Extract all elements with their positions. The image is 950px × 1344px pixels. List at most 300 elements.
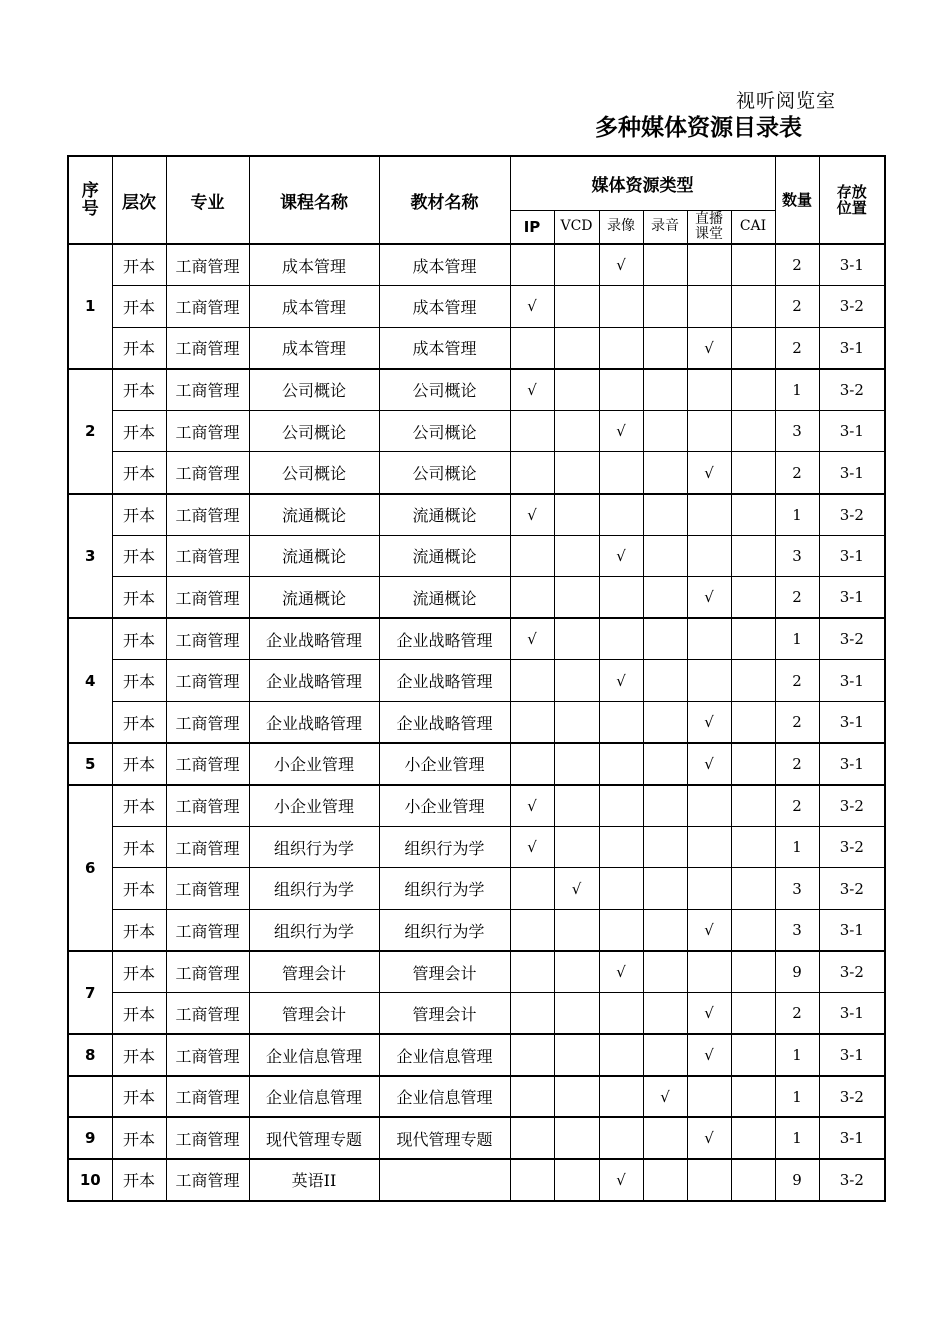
cell-media-5: [731, 244, 775, 286]
cell-media-1: [554, 1034, 599, 1076]
cell-textbook: 企业战略管理: [379, 618, 510, 660]
cell-major: 工商管理: [166, 286, 249, 328]
cell-location: 3-1: [819, 910, 885, 952]
cell-level: 开本: [112, 452, 166, 494]
cell-media-2: [599, 743, 643, 785]
cell-quantity: 2: [775, 577, 819, 619]
cell-quantity: 1: [775, 1076, 819, 1118]
cell-major: 工商管理: [166, 993, 249, 1035]
header-major: 专业: [166, 156, 249, 244]
cell-major: 工商管理: [166, 494, 249, 536]
cell-level: 开本: [112, 785, 166, 827]
cell-level: 开本: [112, 868, 166, 910]
cell-media-5: [731, 535, 775, 577]
cell-media-2: √: [599, 1159, 643, 1201]
cell-quantity: 9: [775, 1159, 819, 1201]
cell-course: 小企业管理: [249, 785, 379, 827]
table-row: [68, 410, 885, 452]
cell-location: 3-1: [819, 410, 885, 452]
cell-major: 工商管理: [166, 826, 249, 868]
cell-quantity: 2: [775, 286, 819, 328]
cell-media-0: √: [510, 286, 554, 328]
table-row: [68, 1034, 885, 1076]
cell-location: 3-1: [819, 577, 885, 619]
cell-textbook: 流通概论: [379, 577, 510, 619]
cell-level: 开本: [112, 327, 166, 369]
cell-textbook: 公司概论: [379, 410, 510, 452]
header-media-group: 媒体资源类型: [510, 156, 775, 210]
cell-media-1: [554, 910, 599, 952]
cell-textbook: 企业信息管理: [379, 1034, 510, 1076]
cell-media-5: [731, 410, 775, 452]
cell-level: 开本: [112, 910, 166, 952]
cell-media-2: √: [599, 410, 643, 452]
header-textbook: 教材名称: [379, 156, 510, 244]
cell-media-1: √: [554, 868, 599, 910]
cell-level: 开本: [112, 410, 166, 452]
cell-media-5: [731, 452, 775, 494]
table-row: [68, 369, 885, 411]
cell-major: 工商管理: [166, 452, 249, 494]
cell-seq: 7: [68, 951, 112, 1034]
cell-media-4: [687, 868, 731, 910]
table-row: [68, 1117, 885, 1159]
cell-quantity: 1: [775, 826, 819, 868]
cell-media-3: [643, 535, 687, 577]
cell-textbook: 现代管理专题: [379, 1117, 510, 1159]
cell-media-1: [554, 993, 599, 1035]
cell-media-2: √: [599, 244, 643, 286]
cell-media-5: [731, 1117, 775, 1159]
cell-course: 组织行为学: [249, 826, 379, 868]
header-media-ip: IP: [510, 210, 554, 244]
cell-location: 3-1: [819, 702, 885, 744]
cell-level: 开本: [112, 660, 166, 702]
cell-media-0: [510, 910, 554, 952]
cell-quantity: 3: [775, 868, 819, 910]
cell-major: 工商管理: [166, 1117, 249, 1159]
cell-level: 开本: [112, 1034, 166, 1076]
cell-media-0: [510, 244, 554, 286]
cell-media-4: √: [687, 702, 731, 744]
table-row: [68, 1159, 885, 1201]
cell-course: 公司概论: [249, 369, 379, 411]
cell-media-2: [599, 993, 643, 1035]
cell-course: 流通概论: [249, 577, 379, 619]
cell-media-4: [687, 660, 731, 702]
cell-media-5: [731, 369, 775, 411]
cell-media-1: [554, 618, 599, 660]
cell-media-0: [510, 702, 554, 744]
cell-media-3: [643, 1117, 687, 1159]
cell-textbook: 公司概论: [379, 452, 510, 494]
cell-seq: [68, 1076, 112, 1118]
cell-course: 成本管理: [249, 244, 379, 286]
cell-media-0: √: [510, 618, 554, 660]
cell-media-1: [554, 494, 599, 536]
table-row: [68, 286, 885, 328]
header-media-audio: 录音: [643, 210, 687, 244]
cell-major: 工商管理: [166, 535, 249, 577]
cell-textbook: 企业战略管理: [379, 702, 510, 744]
cell-media-3: [643, 1034, 687, 1076]
cell-media-1: [554, 327, 599, 369]
cell-media-3: [643, 327, 687, 369]
cell-location: 3-1: [819, 327, 885, 369]
cell-major: 工商管理: [166, 369, 249, 411]
header-level: 层次: [112, 156, 166, 244]
cell-textbook: 流通概论: [379, 535, 510, 577]
cell-media-5: [731, 826, 775, 868]
cell-media-3: [643, 951, 687, 993]
cell-media-1: [554, 951, 599, 993]
table-row: [68, 743, 885, 785]
cell-media-4: √: [687, 743, 731, 785]
cell-quantity: 2: [775, 244, 819, 286]
table-row: [68, 785, 885, 827]
cell-level: 开本: [112, 369, 166, 411]
cell-media-5: [731, 1159, 775, 1201]
cell-level: 开本: [112, 494, 166, 536]
header-quantity: 数量: [775, 156, 819, 244]
cell-major: 工商管理: [166, 1076, 249, 1118]
cell-quantity: 2: [775, 660, 819, 702]
cell-location: 3-2: [819, 1076, 885, 1118]
cell-course: 组织行为学: [249, 868, 379, 910]
cell-course: 组织行为学: [249, 910, 379, 952]
header-location: 存放 位置: [819, 156, 885, 244]
cell-major: 工商管理: [166, 951, 249, 993]
cell-media-0: [510, 1159, 554, 1201]
cell-media-3: [643, 910, 687, 952]
cell-seq: 6: [68, 785, 112, 951]
cell-media-5: [731, 951, 775, 993]
cell-media-5: [731, 577, 775, 619]
cell-level: 开本: [112, 743, 166, 785]
cell-location: 3-1: [819, 660, 885, 702]
cell-course: 企业信息管理: [249, 1076, 379, 1118]
cell-media-5: [731, 868, 775, 910]
cell-media-0: [510, 535, 554, 577]
cell-media-3: √: [643, 1076, 687, 1118]
cell-media-5: [731, 910, 775, 952]
cell-media-1: [554, 1076, 599, 1118]
cell-location: 3-1: [819, 993, 885, 1035]
media-catalog-table: [67, 155, 886, 1202]
cell-location: 3-1: [819, 1034, 885, 1076]
header-media-live: 直播 课堂: [687, 210, 731, 244]
cell-level: 开本: [112, 1159, 166, 1201]
cell-course: 企业战略管理: [249, 702, 379, 744]
cell-media-4: √: [687, 910, 731, 952]
cell-media-1: [554, 286, 599, 328]
cell-major: 工商管理: [166, 660, 249, 702]
cell-course: 公司概论: [249, 452, 379, 494]
cell-media-5: [731, 660, 775, 702]
cell-quantity: 2: [775, 702, 819, 744]
cell-media-3: [643, 826, 687, 868]
cell-media-2: [599, 1076, 643, 1118]
cell-media-3: [643, 369, 687, 411]
cell-media-4: √: [687, 577, 731, 619]
page-title: 多种媒体资源目录表: [595, 115, 802, 141]
cell-major: 工商管理: [166, 868, 249, 910]
table-row: [68, 1076, 885, 1118]
cell-course: 公司概论: [249, 410, 379, 452]
cell-media-1: [554, 1159, 599, 1201]
cell-media-3: [643, 410, 687, 452]
cell-major: 工商管理: [166, 702, 249, 744]
cell-quantity: 2: [775, 993, 819, 1035]
cell-level: 开本: [112, 826, 166, 868]
header-media-video: 录像: [599, 210, 643, 244]
cell-media-4: [687, 951, 731, 993]
cell-media-2: √: [599, 660, 643, 702]
cell-textbook: 小企业管理: [379, 785, 510, 827]
cell-media-4: [687, 785, 731, 827]
cell-media-3: [643, 244, 687, 286]
cell-media-4: [687, 1076, 731, 1118]
cell-media-2: [599, 1117, 643, 1159]
cell-media-1: [554, 743, 599, 785]
cell-media-5: [731, 993, 775, 1035]
cell-quantity: 2: [775, 785, 819, 827]
cell-media-5: [731, 286, 775, 328]
cell-media-2: [599, 910, 643, 952]
cell-media-1: [554, 577, 599, 619]
cell-level: 开本: [112, 1076, 166, 1118]
header-course: 课程名称: [249, 156, 379, 244]
cell-media-4: √: [687, 993, 731, 1035]
cell-seq: 5: [68, 743, 112, 785]
cell-media-2: [599, 826, 643, 868]
cell-media-2: [599, 618, 643, 660]
cell-course: 管理会计: [249, 951, 379, 993]
cell-media-5: [731, 785, 775, 827]
cell-location: 3-2: [819, 826, 885, 868]
cell-textbook: 组织行为学: [379, 826, 510, 868]
cell-quantity: 1: [775, 369, 819, 411]
cell-course: 成本管理: [249, 286, 379, 328]
cell-location: 3-1: [819, 535, 885, 577]
cell-textbook: [379, 1159, 510, 1201]
cell-media-0: [510, 993, 554, 1035]
cell-media-0: [510, 951, 554, 993]
table-row: [68, 452, 885, 494]
cell-quantity: 1: [775, 618, 819, 660]
cell-media-5: [731, 494, 775, 536]
cell-location: 3-2: [819, 1159, 885, 1201]
cell-media-4: [687, 1159, 731, 1201]
cell-media-0: [510, 743, 554, 785]
cell-course: 企业信息管理: [249, 1034, 379, 1076]
cell-media-1: [554, 244, 599, 286]
table-row: [68, 618, 885, 660]
cell-quantity: 1: [775, 1117, 819, 1159]
cell-textbook: 流通概论: [379, 494, 510, 536]
cell-level: 开本: [112, 702, 166, 744]
cell-course: 流通概论: [249, 535, 379, 577]
cell-location: 3-2: [819, 369, 885, 411]
cell-media-2: [599, 452, 643, 494]
cell-media-4: √: [687, 327, 731, 369]
cell-media-0: √: [510, 785, 554, 827]
cell-quantity: 3: [775, 910, 819, 952]
cell-course: 流通概论: [249, 494, 379, 536]
cell-media-2: [599, 494, 643, 536]
cell-seq: 4: [68, 618, 112, 743]
cell-media-0: √: [510, 369, 554, 411]
cell-media-0: [510, 327, 554, 369]
cell-media-4: √: [687, 1117, 731, 1159]
cell-media-2: [599, 868, 643, 910]
cell-media-4: [687, 535, 731, 577]
cell-textbook: 小企业管理: [379, 743, 510, 785]
cell-quantity: 1: [775, 1034, 819, 1076]
cell-media-0: √: [510, 826, 554, 868]
cell-major: 工商管理: [166, 577, 249, 619]
cell-quantity: 2: [775, 743, 819, 785]
cell-textbook: 组织行为学: [379, 868, 510, 910]
cell-media-5: [731, 743, 775, 785]
cell-media-2: [599, 327, 643, 369]
cell-media-3: [643, 1159, 687, 1201]
cell-media-4: [687, 286, 731, 328]
cell-course: 企业战略管理: [249, 660, 379, 702]
cell-textbook: 管理会计: [379, 993, 510, 1035]
cell-course: 成本管理: [249, 327, 379, 369]
cell-media-3: [643, 743, 687, 785]
cell-location: 3-2: [819, 286, 885, 328]
cell-media-2: [599, 286, 643, 328]
cell-location: 3-2: [819, 868, 885, 910]
cell-media-4: √: [687, 1034, 731, 1076]
table-row: [68, 535, 885, 577]
cell-media-3: [643, 286, 687, 328]
cell-major: 工商管理: [166, 244, 249, 286]
cell-media-1: [554, 410, 599, 452]
cell-textbook: 成本管理: [379, 244, 510, 286]
cell-seq: 1: [68, 244, 112, 369]
header-seq: 序 号: [68, 156, 112, 244]
table-row: [68, 910, 885, 952]
cell-media-1: [554, 535, 599, 577]
cell-media-5: [731, 327, 775, 369]
cell-media-1: [554, 452, 599, 494]
cell-textbook: 成本管理: [379, 327, 510, 369]
cell-media-1: [554, 660, 599, 702]
cell-media-3: [643, 868, 687, 910]
cell-textbook: 企业信息管理: [379, 1076, 510, 1118]
page-subtitle: 视听阅览室: [736, 90, 837, 112]
table-row: [68, 868, 885, 910]
cell-media-0: √: [510, 494, 554, 536]
cell-major: 工商管理: [166, 1034, 249, 1076]
table-row: [68, 327, 885, 369]
cell-media-3: [643, 785, 687, 827]
cell-media-4: [687, 410, 731, 452]
cell-media-2: [599, 577, 643, 619]
cell-media-4: [687, 244, 731, 286]
cell-textbook: 企业战略管理: [379, 660, 510, 702]
cell-seq: 2: [68, 369, 112, 494]
cell-seq: 9: [68, 1117, 112, 1159]
header-media-vcd: VCD: [554, 210, 599, 244]
cell-media-1: [554, 785, 599, 827]
cell-seq: 8: [68, 1034, 112, 1076]
cell-course: 管理会计: [249, 993, 379, 1035]
cell-media-4: [687, 826, 731, 868]
cell-location: 3-1: [819, 452, 885, 494]
cell-media-4: [687, 369, 731, 411]
table-row: [68, 993, 885, 1035]
table-row: [68, 494, 885, 536]
cell-course: 企业战略管理: [249, 618, 379, 660]
cell-level: 开本: [112, 618, 166, 660]
cell-major: 工商管理: [166, 785, 249, 827]
cell-media-3: [643, 452, 687, 494]
cell-media-0: [510, 452, 554, 494]
cell-media-2: [599, 702, 643, 744]
table-row: [68, 826, 885, 868]
cell-quantity: 2: [775, 452, 819, 494]
cell-location: 3-2: [819, 618, 885, 660]
cell-location: 3-2: [819, 785, 885, 827]
table-row: [68, 244, 885, 286]
cell-seq: 10: [68, 1159, 112, 1201]
cell-quantity: 1: [775, 494, 819, 536]
cell-location: 3-1: [819, 743, 885, 785]
cell-media-1: [554, 369, 599, 411]
cell-media-3: [643, 618, 687, 660]
cell-media-2: √: [599, 535, 643, 577]
cell-location: 3-1: [819, 244, 885, 286]
cell-media-4: [687, 618, 731, 660]
cell-media-5: [731, 1034, 775, 1076]
cell-media-2: √: [599, 951, 643, 993]
cell-quantity: 3: [775, 410, 819, 452]
cell-level: 开本: [112, 577, 166, 619]
cell-course: 英语II: [249, 1159, 379, 1201]
cell-major: 工商管理: [166, 1159, 249, 1201]
cell-media-1: [554, 826, 599, 868]
cell-major: 工商管理: [166, 910, 249, 952]
cell-media-3: [643, 660, 687, 702]
cell-major: 工商管理: [166, 618, 249, 660]
cell-media-0: [510, 410, 554, 452]
cell-textbook: 成本管理: [379, 286, 510, 328]
cell-location: 3-1: [819, 1117, 885, 1159]
cell-media-4: √: [687, 452, 731, 494]
cell-media-1: [554, 1117, 599, 1159]
cell-media-0: [510, 660, 554, 702]
cell-major: 工商管理: [166, 743, 249, 785]
cell-media-0: [510, 1034, 554, 1076]
cell-media-3: [643, 494, 687, 536]
cell-quantity: 9: [775, 951, 819, 993]
cell-media-1: [554, 702, 599, 744]
header-media-cai: CAI: [731, 210, 775, 244]
table-row: [68, 577, 885, 619]
cell-location: 3-2: [819, 951, 885, 993]
cell-media-0: [510, 577, 554, 619]
cell-major: 工商管理: [166, 327, 249, 369]
cell-seq: 3: [68, 494, 112, 619]
cell-media-3: [643, 702, 687, 744]
cell-media-5: [731, 702, 775, 744]
cell-media-0: [510, 1117, 554, 1159]
cell-course: 现代管理专题: [249, 1117, 379, 1159]
